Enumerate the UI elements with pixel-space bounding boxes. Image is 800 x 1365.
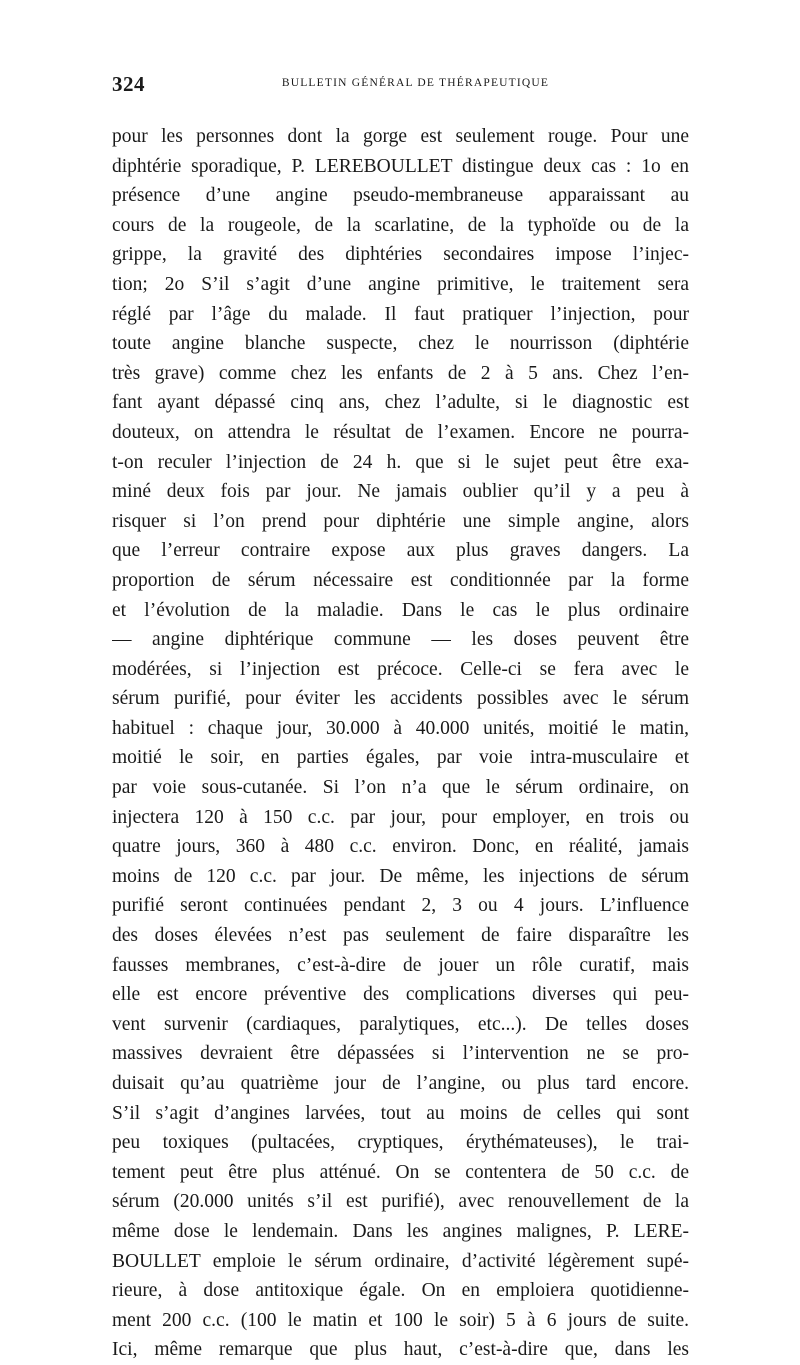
text-line: très grave) comme chez les enfants de 2 à 5 ans. Chez l’en- xyxy=(112,362,689,384)
text-line: miné deux fois par jour. Ne jamais oublier qu’il y a peu à xyxy=(112,481,689,503)
text-line: Ici, même remarque que plus haut, c’est-à-dire que, dans les xyxy=(112,1339,689,1361)
text-line: sérum purifié, pour éviter les accidents possibles avec le sérum xyxy=(112,688,689,710)
text-line: fausses membranes, c’est-à-dire de jouer un rôle curatif, mais xyxy=(112,954,689,976)
text-line: toute angine blanche suspecte, chez le nourrisson (diphtérie xyxy=(112,333,689,355)
text-line: pour les personnes dont la gorge est seulement rouge. Pour une xyxy=(112,126,689,147)
text-line: quatre jours, 360 à 480 c.c. environ. Donc, en réalité, jamais xyxy=(112,836,689,858)
text-line: tion; 2o S’il s’agit d’une angine primitive, le traitement sera xyxy=(112,273,689,295)
text-line: vent survenir (cardiaques, paralytiques, etc...). De telles doses xyxy=(112,1013,689,1035)
text-line: moins de 120 c.c. par jour. De même, les injections de sérum xyxy=(112,865,689,887)
page-header xyxy=(112,72,689,106)
text-line: même dose le lendemain. Dans les angines malignes, P. LERE- xyxy=(112,1220,689,1242)
text-line: t-on reculer l’injection de 24 h. que si le sujet peut être exa- xyxy=(112,451,689,473)
text-line: moitié le soir, en parties égales, par voie intra-musculaire et xyxy=(112,747,689,769)
text-line: habituel : chaque jour, 30.000 à 40.000 unités, moitié le matin, xyxy=(112,717,689,739)
text-line: que l’erreur contraire expose aux plus graves dangers. La xyxy=(112,540,689,562)
text-line: — angine diphtérique commune — les doses peuvent être xyxy=(112,629,689,651)
text-line: tement peut être plus atténué. On se contentera de 50 c.c. de xyxy=(112,1161,689,1183)
text-line: cours de la rougeole, de la scarlatine, de la typhoïde ou de la xyxy=(112,214,689,236)
text-line: injectera 120 à 150 c.c. par jour, pour employer, en trois ou xyxy=(112,806,689,828)
text-line: purifié seront continuées pendant 2, 3 ou 4 jours. L’influence xyxy=(112,895,689,917)
text-line: par voie sous-cutanée. Si l’on n’a que le sérum ordinaire, on xyxy=(112,777,689,799)
text-line: duisait qu’au quatrième jour de l’angine, ou plus tard encore. xyxy=(112,1073,689,1094)
text-line: rieure, à dose antitoxique égale. On en emploiera quotidienne- xyxy=(112,1280,689,1302)
text-line: proportion de sérum nécessaire est conditionnée par la forme xyxy=(112,569,689,591)
text-line: fant ayant dépassé cinq ans, chez l’adulte, si le diagnostic est xyxy=(112,392,689,414)
text-line: et l’évolution de la maladie. Dans le cas le plus ordinaire xyxy=(112,599,689,621)
text-line: ment 200 c.c. (100 le matin et 100 le soir) 5 à 6 jours de suite. xyxy=(112,1309,689,1331)
text-line: massives devraient être dépassées si l’intervention ne se pro- xyxy=(112,1043,689,1065)
page-number: 324 xyxy=(112,72,145,96)
text-line: grippe, la gravité des diphtéries secondaires impose l’injec- xyxy=(112,244,689,266)
text-line: des doses élevées n’est pas seulement de faire disparaître les xyxy=(112,925,689,947)
text-line: BOULLET emploie le sérum ordinaire, d’activité légèrement supé- xyxy=(112,1250,689,1272)
running-title: BULLETIN GÉNÉRAL DE THÉRAPEUTIQUE xyxy=(281,77,550,89)
text-line: risquer si l’on prend pour diphtérie une simple angine, alors xyxy=(112,510,689,532)
body-text xyxy=(112,122,689,1365)
text-line: modérées, si l’injection est précoce. Celle-ci se fera avec le xyxy=(112,658,689,680)
text-line: présence d’une angine pseudo-membraneuse apparaissant au xyxy=(112,185,689,207)
document-page xyxy=(112,72,689,1365)
text-line: réglé par l’âge du malade. Il faut pratiquer l’injection, pour xyxy=(112,303,689,325)
text-line: elle est encore préventive des complications diverses qui peu- xyxy=(112,984,689,1006)
text-line: peu toxiques (pultacées, cryptiques, érythémateuses), le trai- xyxy=(112,1132,689,1154)
text-line: douteux, on attendra le résultat de l’examen. Encore ne pourra- xyxy=(112,421,689,443)
text-line: diphtérie sporadique, P. LEREBOULLET distingue deux cas : 1o en xyxy=(112,155,689,177)
text-line: S’il s’agit d’angines larvées, tout au moins de celles qui sont xyxy=(112,1102,689,1124)
text-line: sérum (20.000 unités s’il est purifié), avec renouvellement de la xyxy=(112,1191,689,1213)
